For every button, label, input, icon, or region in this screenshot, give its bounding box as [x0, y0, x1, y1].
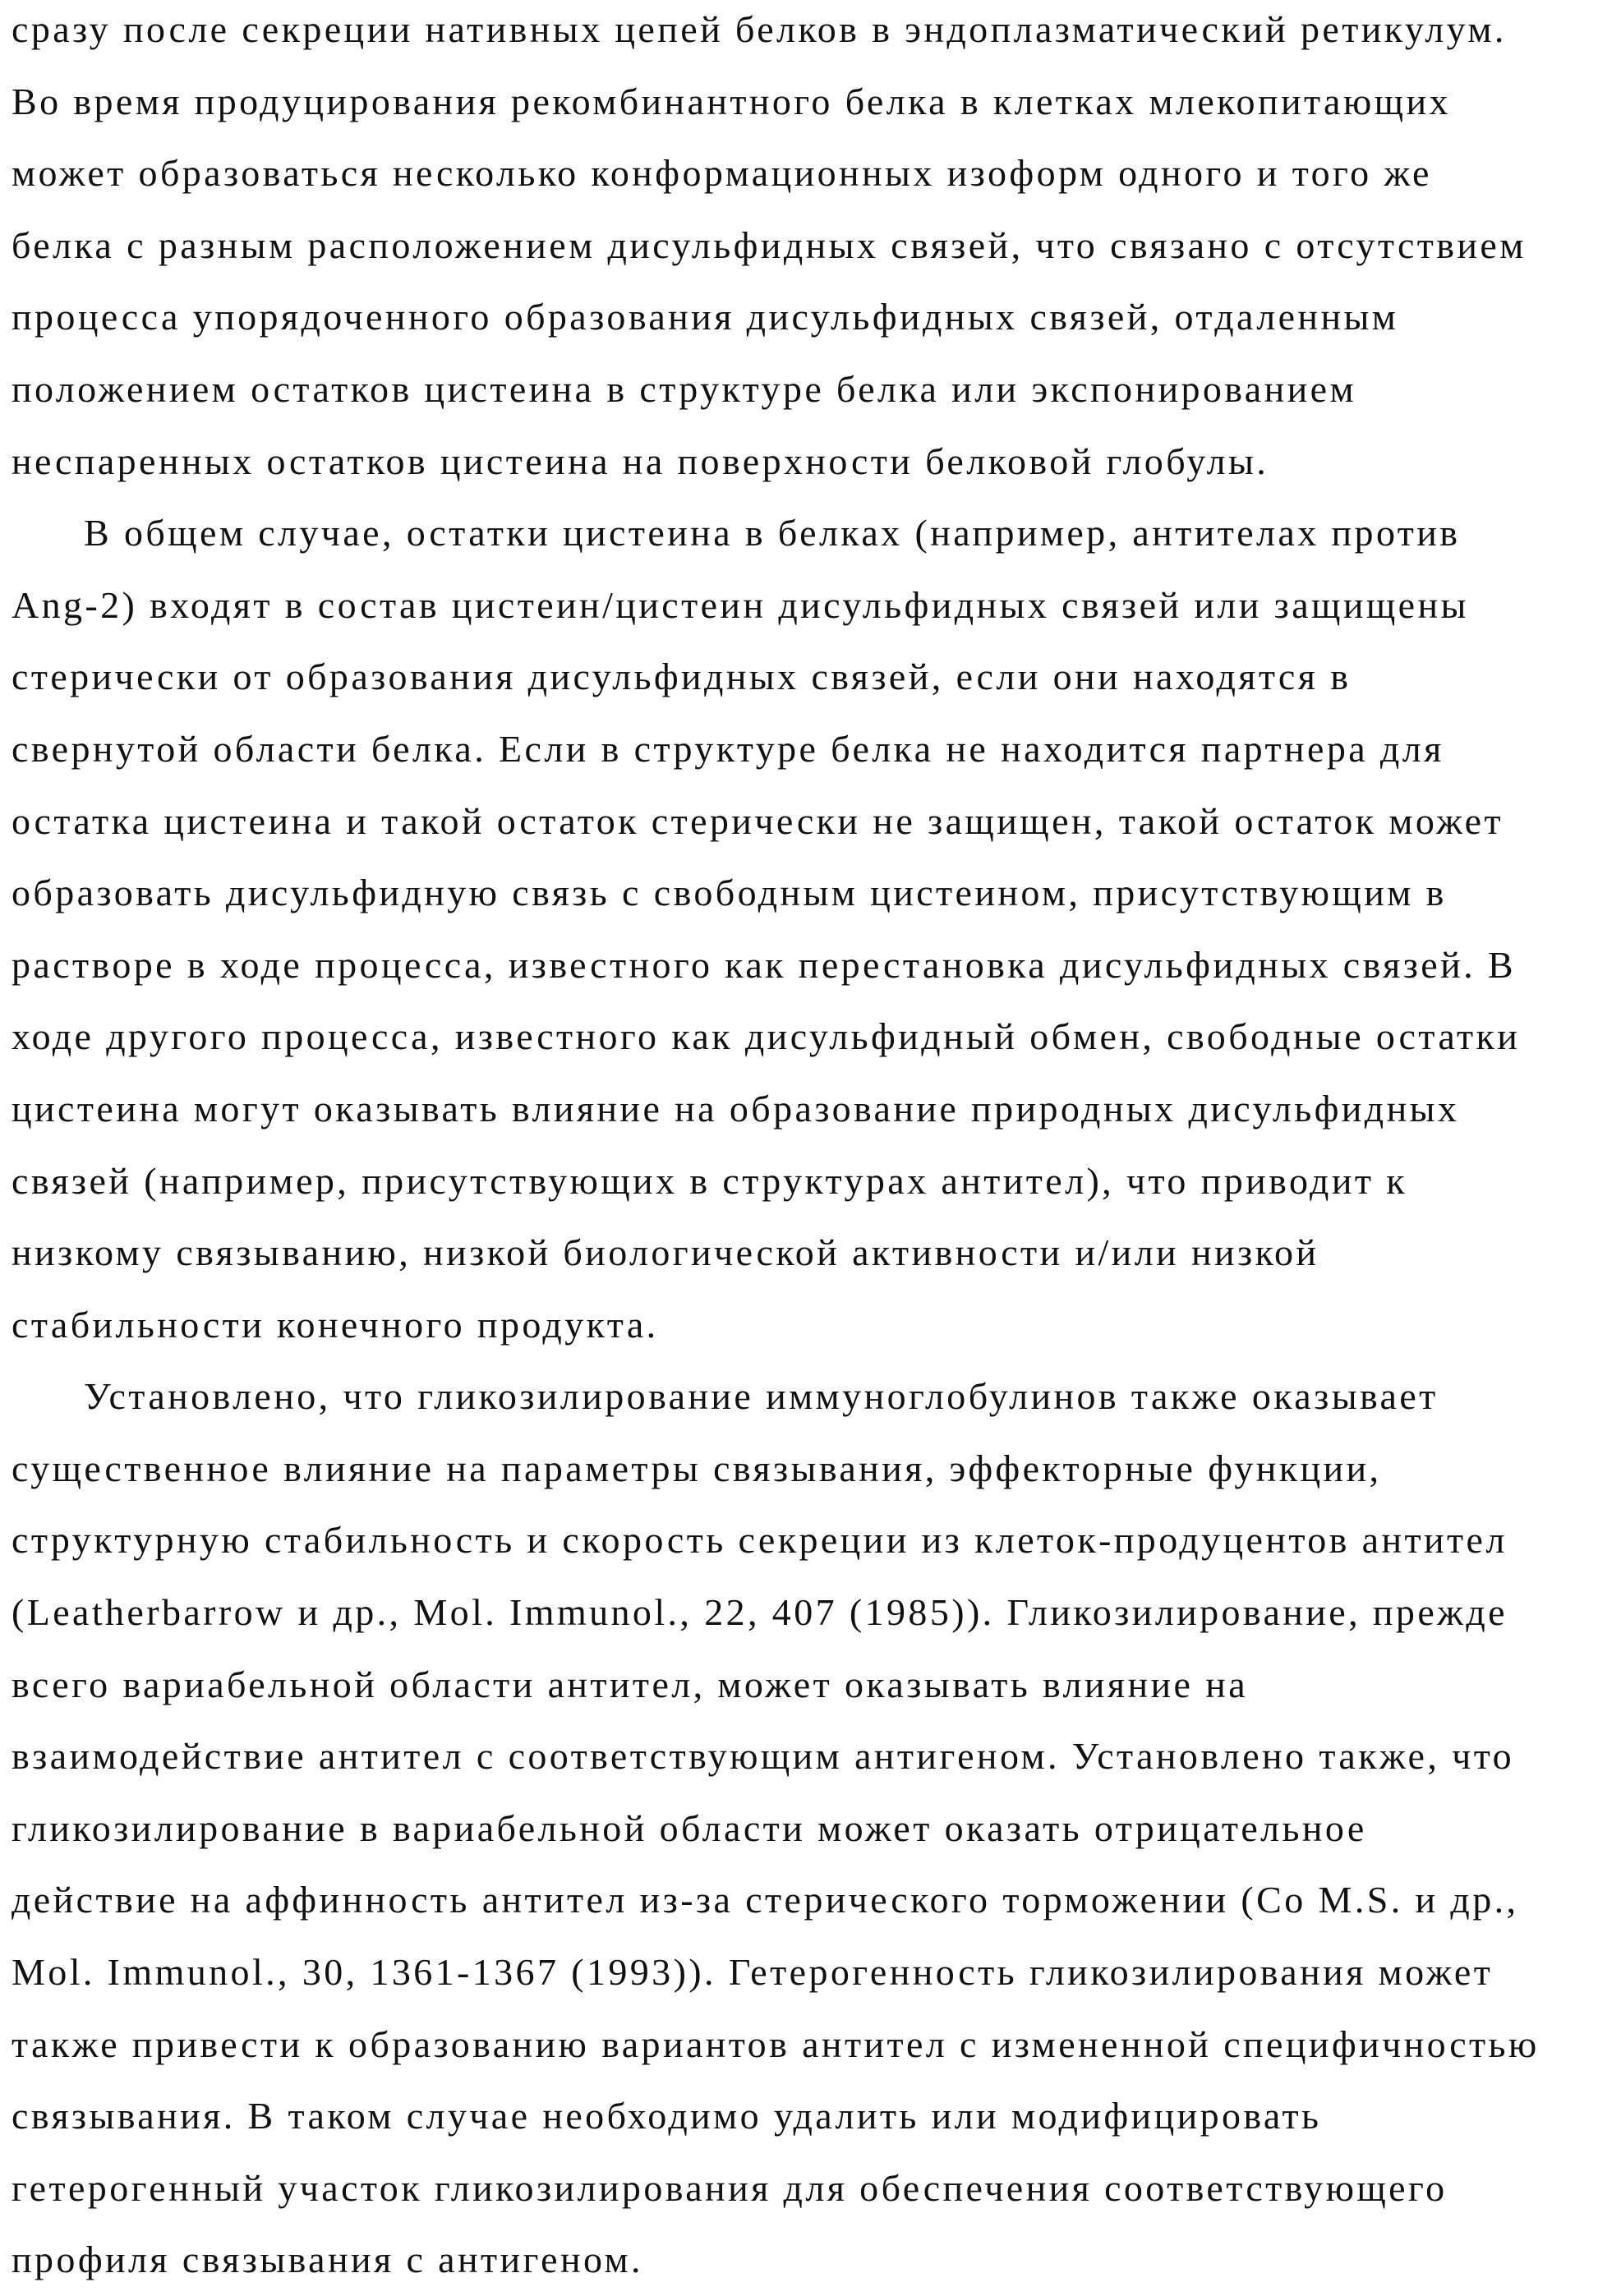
text-line: низкому связыванию, низкой биологической активности и/или низкой — [12, 1217, 1598, 1289]
document-page — [12, 0, 1598, 2296]
text-line: может образоваться несколько конформационных изоформ одного и того же — [12, 137, 1598, 209]
paragraph — [12, 1360, 1598, 2296]
text-line: свернутой области белка. Если в структуре белка не находится партнера для — [12, 713, 1598, 785]
text-line: профиля связывания с антигеном. — [12, 2224, 1598, 2296]
text-line: Ang-2) входят в состав цистеин/цистеин дисульфидных связей или защищены — [12, 569, 1598, 642]
text-line: гликозилирование в вариабельной области может оказать отрицательное — [12, 1792, 1598, 1865]
text-line: образовать дисульфидную связь с свободным цистеином, присутствующим в — [12, 857, 1598, 929]
text-line: сразу после секреции нативных цепей белков в эндоплазматический ретикулум. — [12, 0, 1598, 66]
text-line: взаимодействие антител с соответствующим антигеном. Установлено также, что — [12, 1720, 1598, 1792]
text-line: остатка цистеина и такой остаток стерически не защищен, такой остаток может — [12, 785, 1598, 858]
text-line: неспаренных остатков цистеина на поверхности белковой глобулы. — [12, 426, 1598, 498]
text-line: В общем случае, остатки цистеина в белках (например, антителах против — [12, 497, 1598, 569]
text-line: гетерогенный участок гликозилирования для обеспечения соответствующего — [12, 2152, 1598, 2225]
paragraph — [12, 0, 1598, 497]
text-line: (Leatherbarrow и др., Mol. Immunol., 22, 407 (1985)). Гликозилирование, прежде — [12, 1576, 1598, 1649]
text-line: связывания. В таком случае необходимо удалить или модифицировать — [12, 2080, 1598, 2152]
text-line: белка с разным расположением дисульфидных связей, что связано с отсутствием — [12, 209, 1598, 282]
text-line: ходе другого процесса, известного как дисульфидный обмен, свободные остатки — [12, 1001, 1598, 1073]
paragraph — [12, 497, 1598, 1360]
text-line: Mol. Immunol., 30, 1361-1367 (1993)). Гетерогенность гликозилирования может — [12, 1936, 1598, 2008]
text-line: также привести к образованию вариантов антител с измененной специфичностью — [12, 2008, 1598, 2081]
text-line: действие на аффинность антител из-за стерического торможении (Co M.S. и др., — [12, 1864, 1598, 1936]
text-line: связей (например, присутствующих в структурах антител), что приводит к — [12, 1145, 1598, 1217]
text-line: процесса упорядоченного образования дисульфидных связей, отдаленным — [12, 281, 1598, 353]
text-line: стерически от образования дисульфидных связей, если они находятся в — [12, 641, 1598, 713]
text-line: всего вариабельной области антител, может оказывать влияние на — [12, 1649, 1598, 1721]
text-line: растворе в ходе процесса, известного как перестановка дисульфидных связей. В — [12, 929, 1598, 1001]
text-line: положением остатков цистеина в структуре белка или экспонированием — [12, 353, 1598, 426]
text-line: Во время продуцирования рекомбинантного белка в клетках млекопитающих — [12, 66, 1598, 138]
text-line: цистеина могут оказывать влияние на образование природных дисульфидных — [12, 1073, 1598, 1145]
text-line: стабильности конечного продукта. — [12, 1289, 1598, 1361]
text-line: Установлено, что гликозилирование иммуноглобулинов также оказывает — [12, 1360, 1598, 1433]
text-line: структурную стабильность и скорость секреции из клеток-продуцентов антител — [12, 1504, 1598, 1576]
text-line: существенное влияние на параметры связывания, эффекторные функции, — [12, 1433, 1598, 1505]
